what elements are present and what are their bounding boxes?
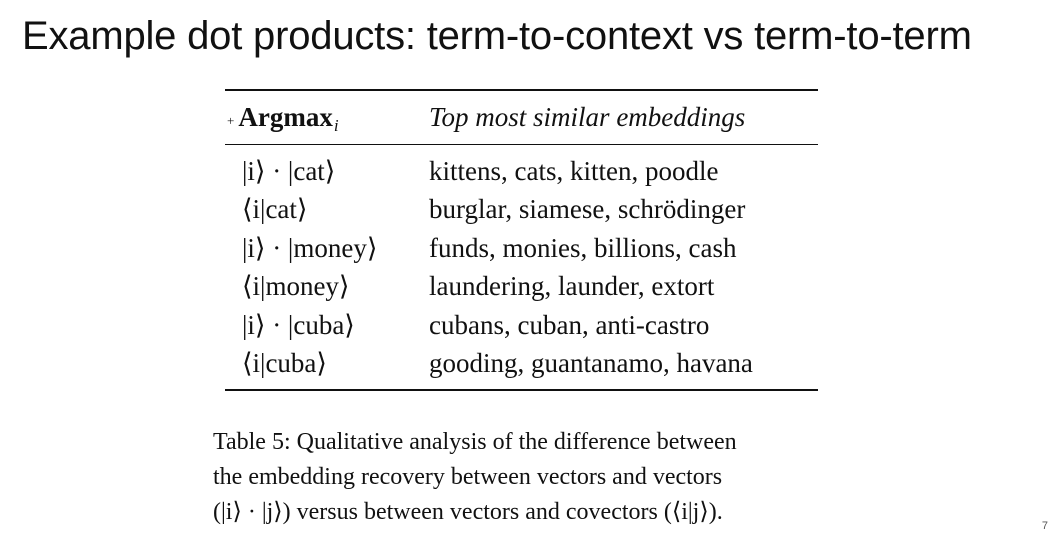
- table-header-row: [225, 91, 818, 144]
- slide-title: Example dot products: term-to-context vs term-to-term: [22, 14, 972, 58]
- row-query: |i⟩ · |money⟩: [242, 232, 378, 263]
- row-results: cubans, cuban, anti-castro: [429, 309, 710, 340]
- header-top-similar: Top most similar embeddings: [429, 102, 746, 132]
- page-number: 7: [1041, 520, 1048, 532]
- table-row: [225, 306, 818, 345]
- row-results: kittens, cats, kitten, poodle: [429, 155, 719, 186]
- header-argmax-label: Argmax: [238, 102, 333, 132]
- table-row: [225, 152, 818, 191]
- row-results: funds, monies, billions, cash: [429, 232, 737, 263]
- row-results: gooding, guantanamo, havana: [429, 348, 753, 379]
- table-row: [225, 345, 818, 384]
- row-results: burglar, siamese, schrödinger: [429, 194, 746, 225]
- caption-line: Table 5: Qualitative analysis of the difference between: [213, 429, 737, 455]
- row-query: |i⟩ · |cuba⟩: [242, 309, 355, 340]
- header-argmax: [225, 102, 429, 133]
- header-argmax-subscript: i: [333, 116, 339, 135]
- table-body: [225, 145, 818, 389]
- row-query: ⟨i|money⟩: [242, 271, 350, 302]
- table-anchor-icon[interactable]: +: [227, 113, 235, 128]
- row-query: |i⟩ · |cat⟩: [242, 155, 336, 186]
- row-results: laundering, launder, extort: [429, 271, 715, 302]
- table-row: [225, 268, 818, 307]
- row-query: ⟨i|cat⟩: [242, 194, 308, 225]
- caption-line: the embedding recovery between vectors and vectors: [213, 464, 723, 490]
- table-bottom-rule: [225, 389, 818, 391]
- caption-line: (|i⟩ · |j⟩) versus between vectors and covectors (⟨i|j⟩).: [213, 499, 723, 525]
- table-row: [225, 229, 818, 268]
- table-caption: [213, 425, 853, 530]
- table-row: [225, 191, 818, 230]
- row-query: ⟨i|cuba⟩: [242, 348, 327, 379]
- similarity-table: [225, 89, 818, 391]
